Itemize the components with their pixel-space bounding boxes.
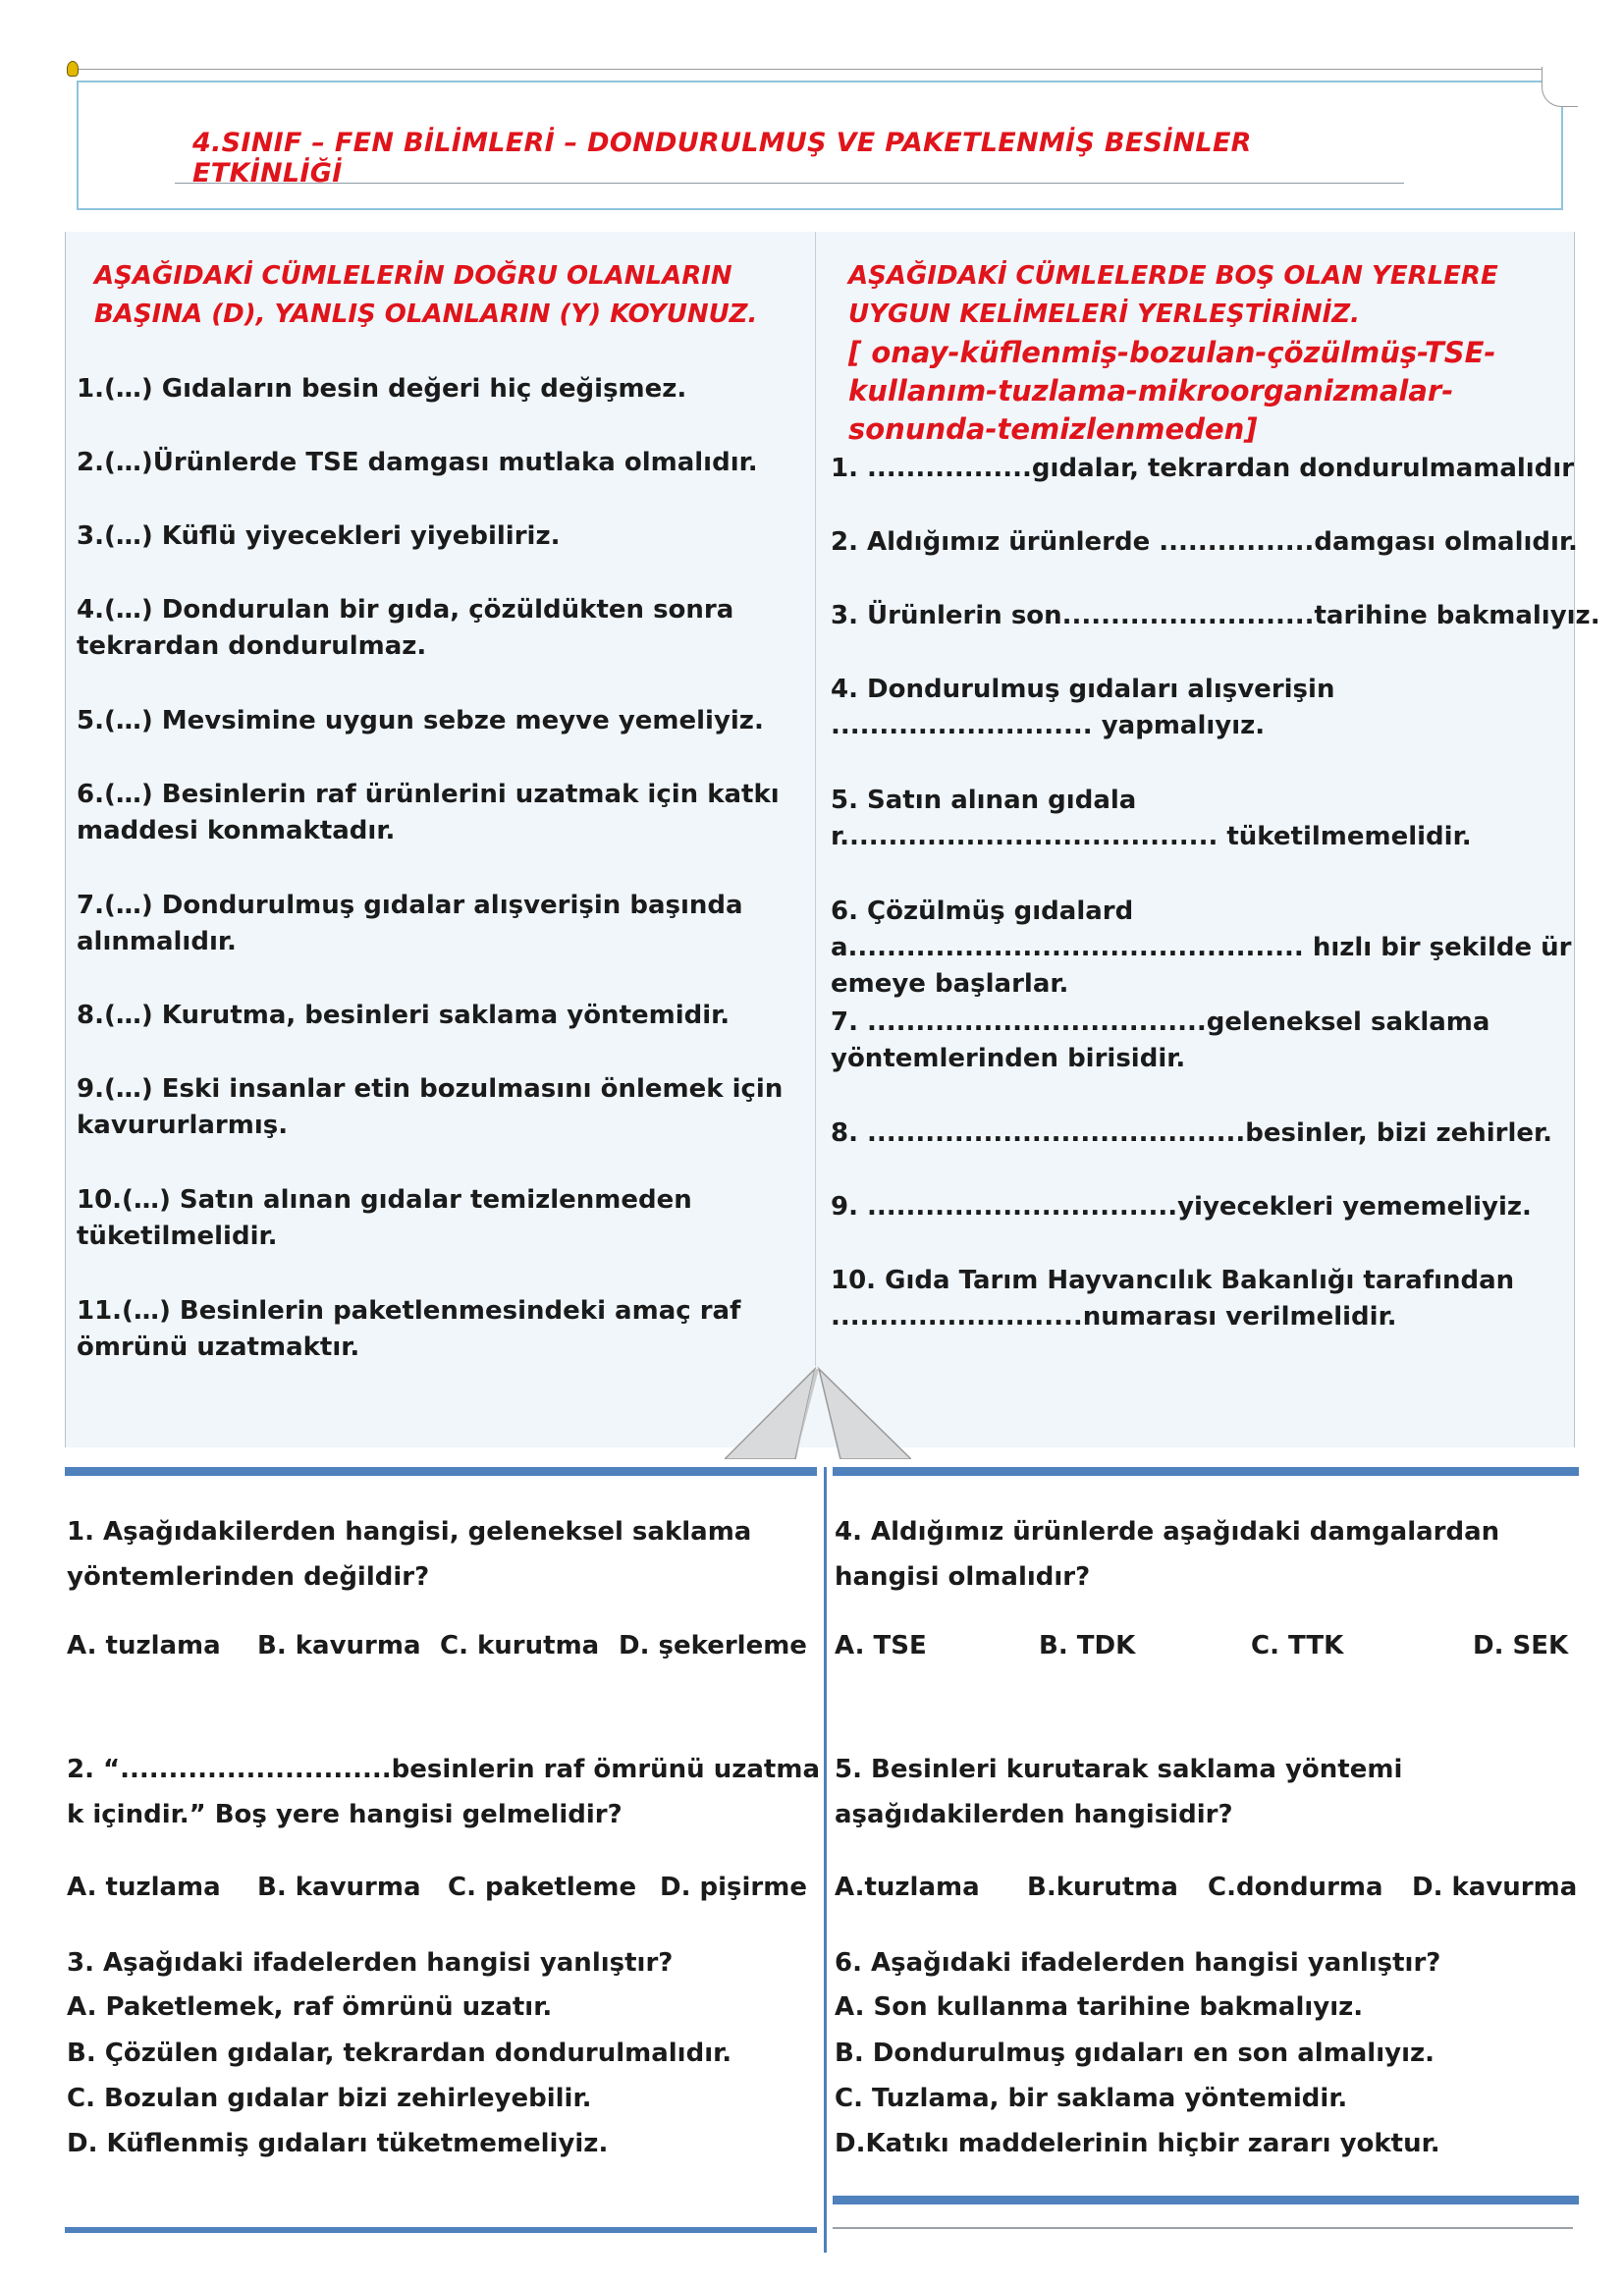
q1-option-a: A. tuzlama	[67, 1631, 221, 1660]
q6-option-c: C. Tuzlama, bir saklama yöntemidir.	[835, 2084, 1348, 2113]
fb-item-10: 10. Gıda Tarım Hayvancılık Bakanlığı tarafından ..........................numarası verilmelidir.	[831, 1266, 1515, 1332]
q3-option-a: A. Paketlemek, raf ömrünü uzatır.	[67, 1992, 553, 2022]
q2-option-a: A. tuzlama	[67, 1873, 221, 1902]
q5-option-b: B.kurutma	[1027, 1873, 1178, 1902]
q3-option-b: B. Çözülen gıdalar, tekrardan dondurulmalıdır.	[67, 2039, 732, 2068]
tf-item-11: 11.(…) Besinlerin paketlenmesindeki amaç raf ömrünü uzatmaktır.	[77, 1296, 741, 1362]
test-right-top-bar	[833, 1467, 1579, 1476]
banner-scroll-edge	[71, 69, 1573, 70]
fb-heading-line2: UYGUN KELİMELERİ YERLEŞTİRİNİZ.	[848, 299, 1360, 329]
fb-item-8: 8. .......................................besinler, bizi zehirler.	[831, 1118, 1553, 1148]
q4-option-c: C. TTK	[1251, 1631, 1344, 1660]
tf-item-8: 8.(…) Kurutma, besinleri saklama yöntemidir.	[77, 1001, 731, 1030]
fb-heading-line1: AŞAĞIDAKİ CÜMLELERDE BOŞ OLAN YERLERE	[848, 261, 1498, 291]
test-column-divider	[824, 1467, 827, 2253]
q1-option-d: D. şekerleme	[619, 1631, 807, 1660]
q5-option-c: C.dondurma	[1208, 1873, 1383, 1902]
q2-option-b: B. kavurma	[257, 1873, 421, 1902]
tf-item-5: 5.(…) Mevsimine uygun sebze meyve yemeliyiz.	[77, 706, 764, 735]
tf-heading-line2: BAŞINA (D), YANLIŞ OLANLARIN (Y) KOYUNUZ.	[94, 299, 758, 329]
test-question-6: 6. Aşağıdaki ifadelerden hangisi yanlıştır?	[835, 1948, 1441, 1978]
test-question-3: 3. Aşağıdaki ifadelerden hangisi yanlıştır?	[67, 1948, 674, 1978]
word-bank-line3: sonunda-temizlenmeden]	[848, 412, 1258, 446]
test-question-5: 5. Besinleri kurutarak saklama yöntemi aşağıdakilerden hangisidir?	[835, 1755, 1403, 1829]
fb-item-2: 2. Aldığımız ürünlerde ................damgası olmalıdır.	[831, 527, 1578, 557]
test-question-1: 1. Aşağıdakilerden hangisi, geleneksel saklama yöntemlerinden değildir?	[67, 1517, 752, 1592]
tf-item-7: 7.(…) Dondurulmuş gıdalar alışverişin başında alınmalıdır.	[77, 891, 743, 956]
q6-option-a: A. Son kullanma tarihine bakmalıyız.	[835, 1992, 1364, 2022]
tf-item-1: 1.(…) Gıdaların besin değeri hiç değişmez.	[77, 374, 687, 404]
q3-option-d: D. Küflenmiş gıdaları tüketmemeliyiz.	[67, 2129, 609, 2158]
banner-curl	[1542, 67, 1578, 107]
q4-option-b: B. TDK	[1039, 1631, 1136, 1660]
page-title: 4.SINIF – FEN BİLİMLERİ – DONDURULMUŞ VE PAKETLENMİŞ BESİNLER ETKİNLİĞİ	[192, 128, 1252, 189]
q6-option-b: B. Dondurulmuş gıdaları en son almalıyız.	[835, 2039, 1435, 2068]
tf-item-3: 3.(…) Küflü yiyecekleri yiyebiliriz.	[77, 521, 561, 551]
tf-item-6: 6.(…) Besinlerin raf ürünlerini uzatmak için katkı maddesi konmaktadır.	[77, 780, 780, 845]
tf-item-4: 4.(…) Dondurulan bir gıda, çözüldükten sonra tekrardan dondurulmaz.	[77, 595, 734, 661]
q1-option-b: B. kavurma	[257, 1631, 421, 1660]
fb-item-9: 9. ................................yiyecekleri yememeliyiz.	[831, 1192, 1532, 1222]
pushpin-icon	[67, 61, 79, 77]
word-bank-line2: kullanım-tuzlama-mikroorganizmalar-	[848, 374, 1454, 408]
fb-item-7: 7. ...................................geleneksel saklama yöntemlerinden birisidir.	[831, 1007, 1490, 1073]
fb-item-1: 1. .................gıdalar, tekrardan dondurulmamalıdır	[831, 454, 1575, 483]
test-left-bottom-bar	[65, 2227, 817, 2233]
tf-item-9: 9.(…) Eski insanlar etin bozulmasını önlemek için kavururlarmış.	[77, 1074, 784, 1140]
q5-option-a: A.tuzlama	[835, 1873, 980, 1902]
footer-rule	[833, 2227, 1573, 2229]
column-divider	[815, 232, 816, 1366]
word-bank-line1: [ onay-küflenmiş-bozulan-çözülmüş-TSE-	[848, 336, 1496, 369]
q4-option-a: A. TSE	[835, 1631, 927, 1660]
fb-item-6: 6. Çözülmüş gıdalarda............................................... hızlı bir şekilde üremeye başlarlar.	[831, 897, 1572, 999]
title-divider	[175, 183, 1404, 184]
q5-option-d: D. kavurma	[1412, 1873, 1578, 1902]
q3-option-c: C. Bozulan gıdalar bizi zehirleyebilir.	[67, 2084, 592, 2113]
test-left-top-bar	[65, 1467, 817, 1476]
fb-item-5: 5. Satın alınan gıdalar....................................... tüketilmemelidir.	[831, 786, 1472, 851]
q6-option-d: D.Katıkı maddelerinin hiçbir zararı yoktur.	[835, 2129, 1440, 2158]
q1-option-c: C. kurutma	[440, 1631, 600, 1660]
fb-item-4: 4. Dondurulmuş gıdaları alışverişin ........................... yapmalıyız.	[831, 675, 1335, 740]
q2-option-d: D. pişirme	[660, 1873, 807, 1902]
tf-item-10: 10.(…) Satın alınan gıdalar temizlenmeden tüketilmelidir.	[77, 1185, 692, 1251]
fb-item-3: 3. Ürünlerin son..........................tarihine bakmalıyız.	[831, 601, 1600, 630]
tf-heading-line1: AŞAĞIDAKİ CÜMLELERİN DOĞRU OLANLARIN	[94, 261, 732, 291]
q4-option-d: D. SEK	[1473, 1631, 1569, 1660]
tf-item-2: 2.(…)Ürünlerde TSE damgası mutlaka olmalıdır.	[77, 448, 758, 477]
test-question-4: 4. Aldığımız ürünlerde aşağıdaki damgalardan hangisi olmalıdır?	[835, 1517, 1500, 1592]
chevron-arrow-icon	[725, 1365, 911, 1459]
test-right-bottom-bar	[833, 2196, 1579, 2204]
test-question-2: 2. “............................besinlerin raf ömrünü uzatmak içindir.” Boş yere hangisi gelmelidir?	[67, 1755, 820, 1829]
q2-option-c: C. paketleme	[448, 1873, 637, 1902]
